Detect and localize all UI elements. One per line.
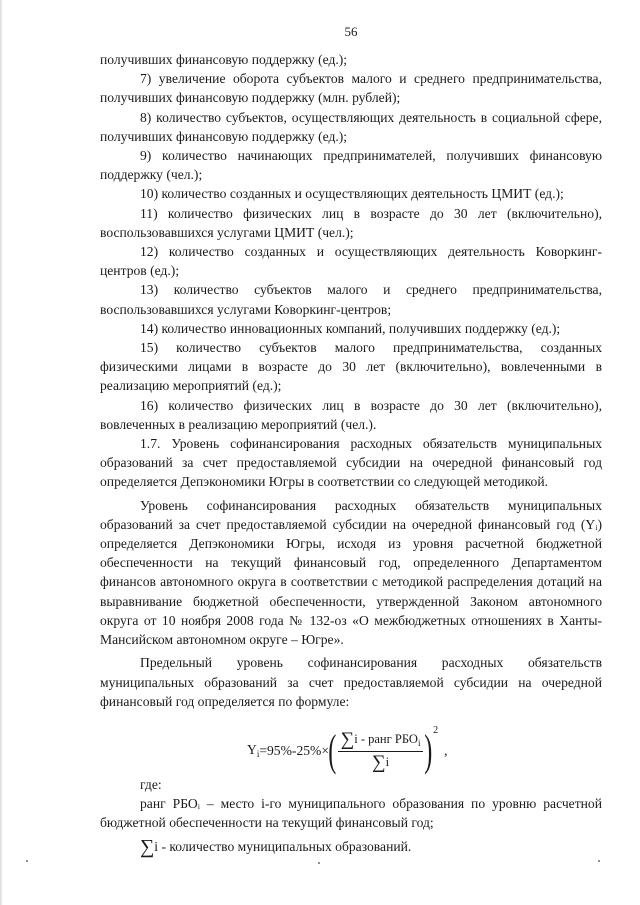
sum-symbol: ∑ [140, 835, 155, 858]
list-item-12: 12) количество созданных и осуществляющих деятельность Коворкинг-центров (ед.); [100, 244, 602, 279]
where-label: где: [140, 776, 162, 792]
section-1-7: 1.7. Уровень софинансирования расходных обязательств муниципальных образований за счет предоставляемой субсидии на очередной финансовый год определяется Депэкономики Югры в соответствии со следующей методикой. [100, 436, 602, 490]
scan-speck [26, 860, 28, 862]
document-body [100, 50, 602, 856]
paragraph-continuation: получивших финансовую поддержку (ед.); [100, 52, 348, 67]
list-item-11: 11) количество физических лиц в возрасте до 30 лет (включительно), воспользовавшихся услугами ЦМИТ (чел.); [100, 205, 602, 240]
paragraph-cofinancing-level: Уровень софинансирования расходных обязательств муниципальных образований за счет предоставляемой субсидии на очередной финансовый год (Yᵢ) определяется Депэкономики Югры, исходя из уровня расчетной бюджетной обеспеченности на текущий финансовый год, определенного Департаментом финансов автономного округа в соответствии с методикой распределения дотаций на выравнивание бюджетной обеспеченности, утвержденной Законом автономного округа от 10 ноября 2008 года № 132-оз «О межбюджетных отношениях в Ханты-Мансийском автономном округе – Югре». [100, 497, 602, 648]
list-item-7: 7) увеличение оборота субъектов малого и среднего предпринимательства, получивших финансовую поддержку (млн. рублей); [100, 71, 602, 106]
list-item-14: 14) количество инновационных компаний, получивших поддержку (ед.); [140, 320, 561, 336]
scan-speck [598, 860, 600, 862]
paragraph-limit-level: Предельный уровень софинансирования расходных обязательств муниципальных образований за счет предоставляемой субсидии на очередной финансовый год определяется по формуле: [100, 655, 602, 709]
list-item-16: 16) количество физических лиц в возрасте до 30 лет (включительно), вовлеченных в реализацию мероприятий (чел.). [100, 397, 602, 432]
formula-exponent: 2 [433, 725, 439, 737]
formula-comma: , [444, 743, 448, 759]
list-item-15: 15) количество субъектов малого предпринимательства, созданных физическими лицами в возрасте до 30 лет (включительно), вовлеченными в реализацию мероприятий (ед.); [100, 340, 602, 394]
page-number: 56 [344, 24, 358, 39]
fraction-numerator: ∑i - ранг $РБО_i$ [338, 730, 424, 752]
definition-rank: ранг РБОᵢ – место i-го муниципального образования по уровню расчетной бюджетной обеспеченности на текущий финансовый год; [100, 796, 602, 831]
list-item-8: 8) количество субъектов, осуществляющих деятельность в социальной сфере, получивших финансовую поддержку (ед.); [100, 109, 602, 144]
scan-edge-shadow [0, 0, 3, 905]
right-parenthesis: ) [424, 725, 433, 775]
scan-speck [318, 862, 320, 864]
cofinancing-formula [247, 725, 448, 775]
formula-lhs: $Y_i$ [247, 742, 260, 760]
definition-sum [100, 837, 602, 856]
definition-sum-text: i - количество муниципальных образований. [154, 838, 412, 854]
fraction-denominator: ∑i [372, 751, 390, 773]
left-parenthesis: ( [328, 725, 337, 775]
formula-block [100, 711, 602, 775]
list-item-13: 13) количество субъектов малого и среднего предпринимательства, воспользовавшихся услугами Коворкинг-центров; [100, 282, 602, 317]
list-item-9: 9) количество начинающих предпринимателей, получивших финансовую поддержку (чел.); [100, 148, 602, 183]
formula-fraction [338, 730, 424, 772]
list-item-10: 10) количество созданных и осуществляющих деятельность ЦМИТ (ед.); [140, 186, 564, 202]
formula-constant-part: =95%-25%× [259, 743, 330, 759]
